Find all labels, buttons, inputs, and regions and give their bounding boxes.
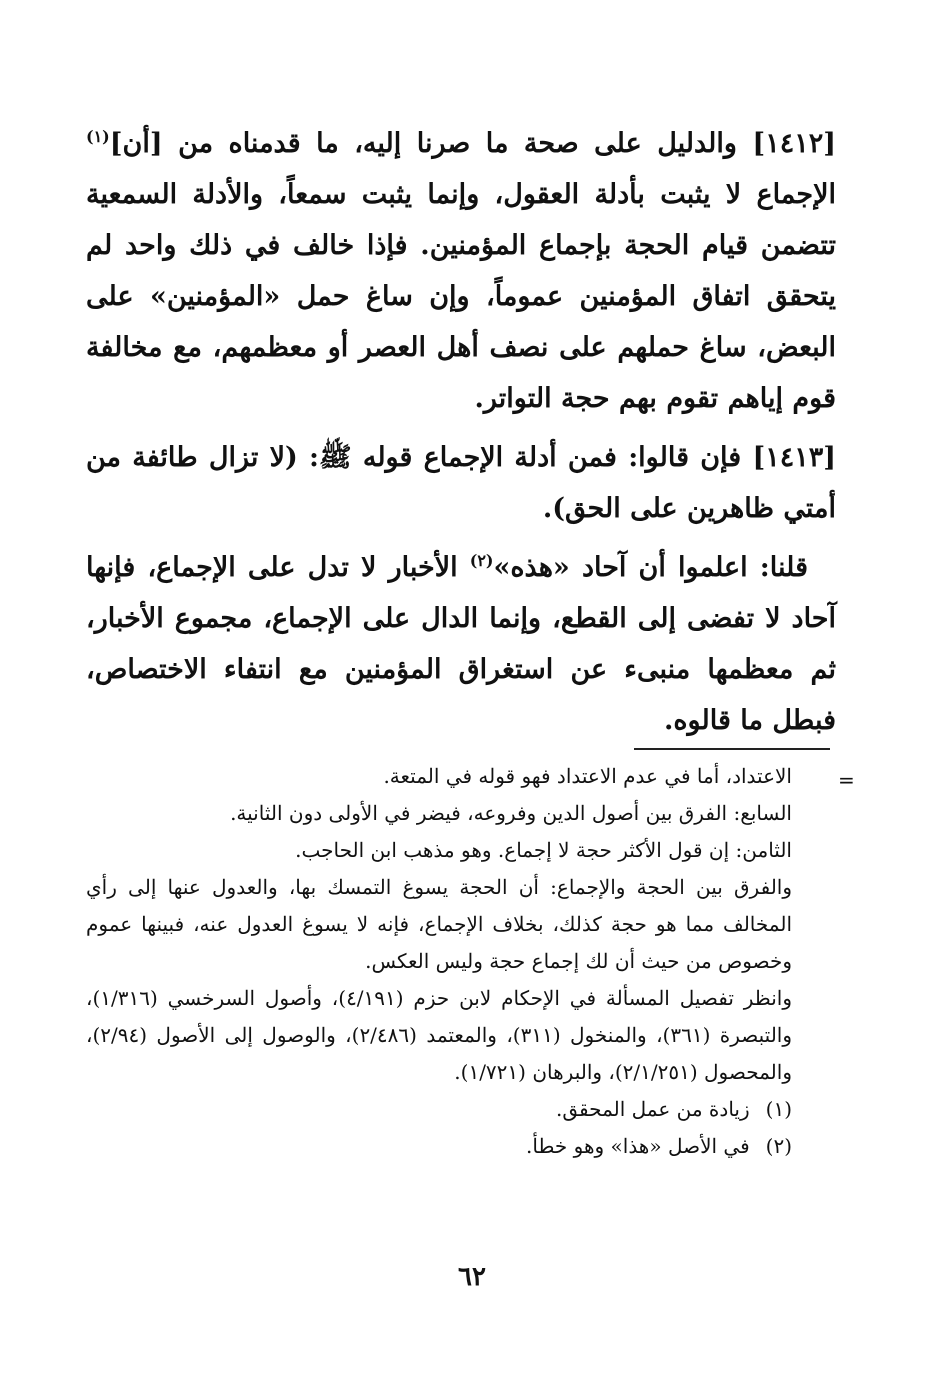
paragraph-1413 — [86, 432, 836, 534]
footnote-text: زيادة من عمل المحقق. — [556, 1097, 750, 1121]
paragraph-text: والدليل على صحة ما صرنا إليه، ما قدمناه من [أن] — [109, 128, 737, 159]
footnote-line: الاعتداد، أما في عدم الاعتداد فهو قوله في المتعة. — [383, 764, 792, 788]
paragraph-1412 — [86, 118, 836, 424]
paragraph-number: [١٤١٣] — [752, 442, 837, 473]
footnote-continued-mark: = — [838, 768, 855, 792]
footnote-reference-2[interactable]: (٢) — [469, 551, 494, 570]
paragraph-text-continued: الإجماع لا يثبت بأدلة العقول، وإنما يثبت سمعاً، والأدلة السمعية تتضمن قيام الحجة بإجماع المؤمنين. فإذا خالف في ذلك واحد لم يتحقق اتفاق المؤمنين عموماً، وإن ساغ حمل «المؤمنين» على البعض، ساغ حملهم على نصف أهل العصر أو معظمهم، مع مخالفة قوم إياهم تقوم بهم حجة التواتر. — [86, 179, 836, 414]
footnote-line: السابع: الفرق بين أصول الدين وفروعه، فيضر في الأولى دون الثانية. — [230, 801, 792, 825]
paragraph-text-continued: الأخبار لا تدل على الإجماع، فإنها آحاد لا تفضى إلى القطع، وإنما الدال على الإجماع، مجموع الأخبار، ثم معظمها منبىء عن استغراق المؤمنين مع انتفاء الاختصاص، فبطل ما قالوه. — [86, 552, 836, 736]
footnote-number: (١) — [765, 1097, 792, 1121]
footnote-line: الثامن: إن قول الأكثر حجة لا إجماع. وهو مذهب ابن الحاجب. — [295, 838, 792, 862]
paragraph-reply — [86, 542, 836, 746]
footnote-reference-1[interactable]: (١) — [86, 127, 110, 146]
footnote-divider — [634, 748, 830, 750]
footnote-number: (٢) — [765, 1134, 792, 1158]
footnotes-section — [86, 758, 792, 1165]
footnote-paragraph: والفرق بين الحجة والإجماع: أن الحجة يسوغ التمسك بها، والعدول عنها إلى رأي المخالف مما هو حجة كذلك، بخلاف الإجماع، فإنه لا يسوغ العدول عنه، فبينها عموم وخصوص من حيث أن لك إجماع حجة وليس العكس. — [86, 875, 792, 973]
footnote-1 — [86, 1091, 792, 1128]
paragraph-number: [١٤١٢] — [752, 128, 836, 159]
paragraph-text: قلنا: اعلموا أن آحاد «هذه» — [493, 552, 808, 583]
paragraph-text: فإن قالوا: فمن أدلة الإجماع قوله ﷺ: (لا تزال طائفة من أمتي ظاهرين على الحق). — [86, 442, 836, 524]
footnote-paragraph: وانظر تفصيل المسألة في الإحكام لابن حزم (٤/١٩١)، وأصول السرخسي (١/٣١٦)، والتبصرة (٣٦١)، والمنخول (٣١١)، والمعتمد (٢/٤٨٦)، والوصول إلى الأصول (٢/٩٤)، والمحصول (٢/١/٢٥١)، والبرهان (١/٧٢١). — [86, 986, 792, 1084]
footnote-text: في الأصل «هذا» وهو خطأ. — [526, 1134, 750, 1158]
footnote-2 — [86, 1128, 792, 1165]
page-number: ٦٢ — [458, 1262, 486, 1292]
main-text-body — [86, 118, 836, 754]
